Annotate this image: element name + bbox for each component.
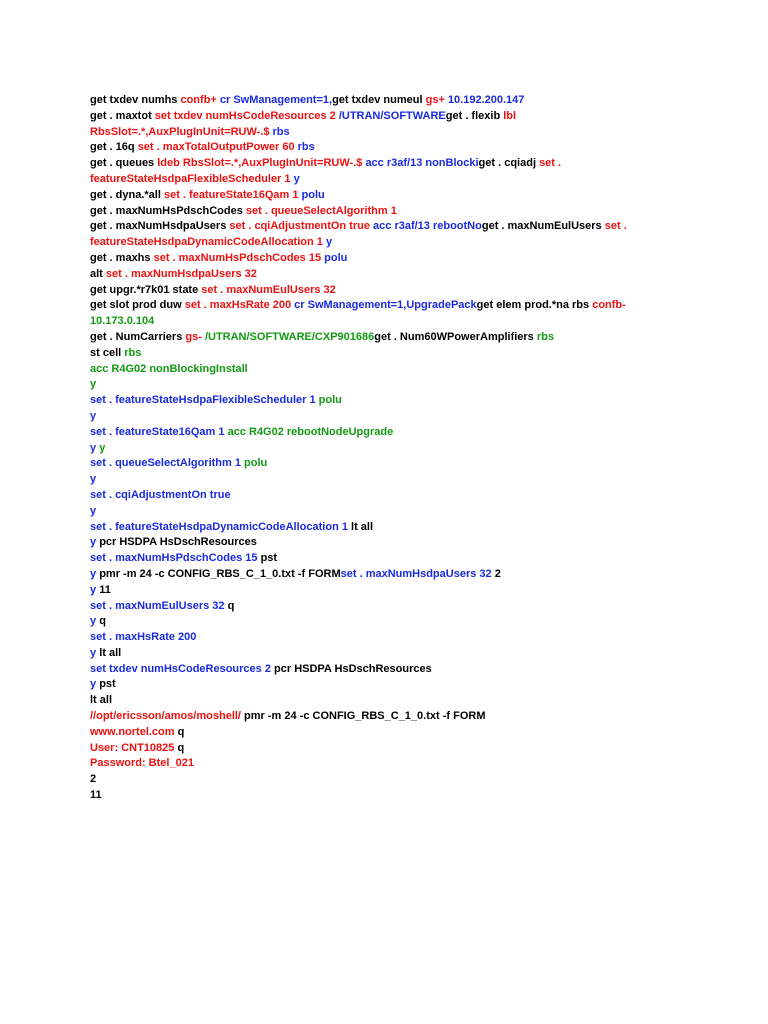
text-segment-black: get . maxtot xyxy=(90,109,155,122)
text-segment-black: get . queues xyxy=(90,157,158,170)
text-segment-blue: y xyxy=(90,504,97,517)
text-segment-red: featureStateHsdpaFlexibleScheduler 1 xyxy=(90,172,294,185)
text-segment-blue: y xyxy=(90,678,100,691)
document-line xyxy=(90,725,730,741)
text-segment-blue: y xyxy=(293,172,300,185)
text-segment-green: rbs xyxy=(124,346,142,359)
text-segment-red: www.nortel.com xyxy=(90,725,178,738)
text-segment-blue: set . maxNumHsdpaUsers 32 xyxy=(340,567,495,580)
text-segment-black: get . dyna.*all xyxy=(90,188,164,201)
text-segment-green: polu xyxy=(244,457,268,470)
document-line xyxy=(90,741,730,757)
text-segment-black: pmr -m 24 -c CONFIG_RBS_C_1_0.txt -f FORM xyxy=(244,710,486,723)
text-segment-blue: y xyxy=(90,615,100,628)
text-segment-red: User: CNT10825 xyxy=(90,741,178,754)
command-text-block xyxy=(90,93,730,804)
text-segment-red: ldeb RbsSlot=.*,AuxPlugInUnit=RUW-.$ xyxy=(157,157,366,170)
text-segment-black: get . maxNumHsdpaUsers xyxy=(90,220,230,233)
document-line xyxy=(90,472,730,488)
document-line xyxy=(90,283,730,299)
text-segment-red: set . maxNumHsPdschCodes 15 xyxy=(153,251,325,264)
text-segment-black: alt xyxy=(90,267,106,280)
text-segment-black: 11 xyxy=(99,583,111,596)
document-line xyxy=(90,662,730,678)
text-segment-blue: set . featureStateHsdpaFlexibleScheduler 1 xyxy=(90,394,319,407)
text-segment-black: get upgr.*r7k01 state xyxy=(90,283,202,296)
document-line xyxy=(90,235,730,251)
text-segment-blue: y xyxy=(90,536,100,549)
text-segment-blue: set . cqiAdjustmentOn true xyxy=(90,488,231,501)
text-segment-blue: polu xyxy=(324,251,348,264)
text-segment-black: get . maxNumHsPdschCodes xyxy=(90,204,246,217)
text-segment-red: set . maxHsRate 200 xyxy=(184,299,295,312)
document-line xyxy=(90,140,730,156)
text-segment-blue: y xyxy=(90,409,97,422)
text-segment-blue: y xyxy=(90,441,100,454)
document-line xyxy=(90,772,730,788)
text-segment-red: set . xyxy=(539,157,562,170)
text-segment-blue: cr SwManagement=1, xyxy=(219,94,333,106)
document-line xyxy=(90,409,730,425)
text-segment-red: RbsSlot=.*,AuxPlugInUnit=RUW-.$ xyxy=(90,125,273,138)
text-segment-red: set . maxNumEulUsers 32 xyxy=(201,283,336,296)
text-segment-blue: cr SwManagement=1,UpgradePack xyxy=(294,299,477,312)
text-segment-black: get . NumCarriers xyxy=(90,330,186,343)
text-segment-red: gs- xyxy=(185,330,205,343)
text-segment-black: get txdev numhs xyxy=(90,94,181,106)
text-segment-red: //opt/ericsson/amos/moshell/ xyxy=(90,710,245,723)
document-line xyxy=(90,156,730,172)
text-segment-blue: y xyxy=(90,646,100,659)
text-segment-black: lt all xyxy=(351,520,374,533)
text-segment-blue: /UTRAN/SOFTWARE xyxy=(338,109,446,122)
text-segment-black: q xyxy=(177,725,185,738)
text-segment-black: lt all xyxy=(99,646,122,659)
text-segment-blue: set . maxNumEulUsers 32 xyxy=(90,599,228,612)
text-segment-black: 11 xyxy=(90,789,102,802)
text-segment-red: featureStateHsdpaDynamicCodeAllocation 1 xyxy=(90,236,326,249)
text-segment-black: get . flexib xyxy=(445,109,504,122)
text-segment-black: get . Num60WPowerAmplifiers xyxy=(374,330,537,343)
text-segment-red: set txdev numHsCodeResources 2 xyxy=(154,109,339,122)
document-line xyxy=(90,583,730,599)
text-segment-black: pcr HSDPA HsDschResources xyxy=(99,536,257,549)
text-segment-blue: polu xyxy=(301,188,325,201)
text-segment-red: gs+ xyxy=(425,94,448,106)
text-segment-black: 2 xyxy=(494,567,501,580)
document-line xyxy=(90,330,730,346)
text-segment-blue: acc r3af/13 rebootNo xyxy=(373,220,482,233)
document-line xyxy=(90,346,730,362)
text-segment-blue: rbs xyxy=(272,125,290,138)
text-segment-black: get slot prod duw xyxy=(90,299,185,312)
text-segment-black: get . maxNumEulUsers xyxy=(481,220,605,233)
text-segment-green: 10.173.0.104 xyxy=(90,315,155,328)
document-line xyxy=(90,646,730,662)
text-segment-black: get . 16q xyxy=(90,141,138,154)
document-line xyxy=(90,456,730,472)
text-segment-blue: y xyxy=(90,473,97,486)
document-line xyxy=(90,188,730,204)
text-segment-black: st cell xyxy=(90,346,125,359)
text-segment-black: q xyxy=(227,599,235,612)
text-segment-red: set . maxNumHsdpaUsers 32 xyxy=(105,267,257,280)
document-line xyxy=(90,93,730,109)
text-segment-red: set . cqiAdjustmentOn true xyxy=(229,220,374,233)
text-segment-black: q xyxy=(177,741,185,754)
text-segment-green: acc R4G02 rebootNodeUpgrade xyxy=(227,425,394,438)
text-segment-green: /UTRAN/SOFTWARE/CXP901686 xyxy=(204,330,375,343)
document-line xyxy=(90,362,730,378)
text-segment-green: y xyxy=(90,378,97,391)
document-line xyxy=(90,504,730,520)
document-line xyxy=(90,614,730,630)
document-line xyxy=(90,393,730,409)
document-line xyxy=(90,535,730,551)
text-segment-green: acc R4G02 nonBlockingInstall xyxy=(90,362,248,375)
document-line xyxy=(90,219,730,235)
document-line xyxy=(90,551,730,567)
text-segment-black: pcr HSDPA HsDschResources xyxy=(274,662,432,675)
text-segment-blue: set . featureStateHsdpaDynamicCodeAllocation 1 xyxy=(90,520,352,533)
document-line xyxy=(90,172,730,188)
text-segment-red: confb- xyxy=(592,299,626,312)
document-line xyxy=(90,756,730,772)
text-segment-black: get txdev numeul xyxy=(332,94,426,106)
text-segment-red: Password: Btel_021 xyxy=(90,757,194,770)
text-segment-blue: set txdev numHsCodeResources 2 xyxy=(90,662,275,675)
text-segment-red: set . featureState16Qam 1 xyxy=(163,188,302,201)
document-line xyxy=(90,788,730,804)
text-segment-black: get . cqiadj xyxy=(478,157,540,170)
text-segment-black: pst xyxy=(99,678,116,691)
document-line xyxy=(90,693,730,709)
text-segment-green: y xyxy=(99,441,106,454)
document-line xyxy=(90,709,730,725)
text-segment-red: set . queueSelectAlgorithm 1 xyxy=(245,204,397,217)
text-segment-black: lt all xyxy=(90,694,113,707)
text-segment-black: q xyxy=(99,615,106,628)
text-segment-red: confb+ xyxy=(180,94,220,106)
document-line xyxy=(90,488,730,504)
document-line xyxy=(90,567,730,583)
document-line xyxy=(90,204,730,220)
document-line xyxy=(90,425,730,441)
document-line xyxy=(90,677,730,693)
text-segment-blue: y xyxy=(90,583,100,596)
document-line xyxy=(90,630,730,646)
document-line xyxy=(90,251,730,267)
document-line xyxy=(90,377,730,393)
text-segment-blue: set . queueSelectAlgorithm 1 xyxy=(90,457,245,470)
document-line xyxy=(90,520,730,536)
text-segment-red: set . maxTotalOutputPower 60 xyxy=(137,141,298,154)
text-segment-red: lbl xyxy=(503,109,517,122)
document-line xyxy=(90,298,730,314)
document-line xyxy=(90,267,730,283)
text-segment-blue: 10.192.200.147 xyxy=(447,94,525,106)
text-segment-blue: rbs xyxy=(297,141,315,154)
text-segment-blue: set . featureState16Qam 1 xyxy=(90,425,228,438)
text-segment-blue: acc r3af/13 nonBlocki xyxy=(365,157,479,170)
text-segment-black: 2 xyxy=(90,773,97,786)
document-line xyxy=(90,599,730,615)
text-segment-blue: set . maxNumHsPdschCodes 15 xyxy=(90,552,261,565)
text-segment-black: get . maxhs xyxy=(90,251,154,264)
text-segment-red: set . xyxy=(604,220,627,233)
text-segment-green: rbs xyxy=(536,330,554,343)
text-segment-green: polu xyxy=(318,394,342,407)
document-line xyxy=(90,125,730,141)
document-line xyxy=(90,314,730,330)
text-segment-black: pmr -m 24 -c CONFIG_RBS_C_1_0.txt -f FORM xyxy=(99,567,341,580)
text-segment-black: get elem prod.*na rbs xyxy=(476,299,593,312)
text-segment-black: pst xyxy=(260,552,278,565)
text-segment-blue: y xyxy=(325,236,333,249)
text-segment-blue: set . maxHsRate 200 xyxy=(90,631,197,644)
document-line xyxy=(90,441,730,457)
text-segment-blue: y xyxy=(90,567,100,580)
document-line xyxy=(90,109,730,125)
